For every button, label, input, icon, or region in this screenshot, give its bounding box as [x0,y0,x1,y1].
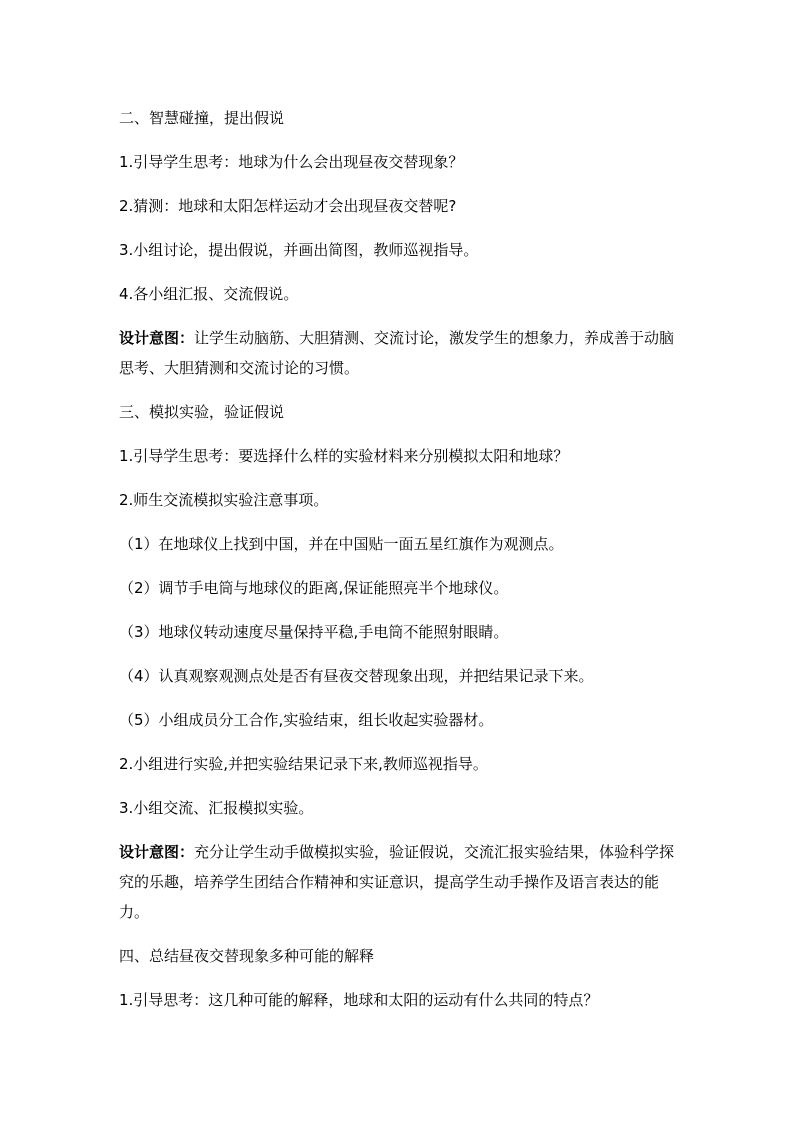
sub-list-item: （1）在地球仪上找到中国，并在中国贴一面五星红旗作为观测点。 [119,535,564,553]
list-item: 1.引导学生思考：地球为什么会出现昼夜交替现象？ [119,153,464,171]
design-intent-text: 让学生动脑筋、大胆猜测、交流讨论，激发学生的想象力，养成善于动脑思考、大胆猜测和交流讨论的习惯。 [119,329,675,377]
list-item: 2.小组进行实验,并把实验结果记录下来,教师巡视指导。 [119,755,488,773]
list-item: 4.各小组汇报、交流假说。 [119,285,299,303]
design-intent-label: 设计意图： [119,843,195,861]
list-item: 1.引导思考：这几种可能的解释，地球和太阳的运动有什么共同的特点？ [119,991,599,1009]
list-item: 2.猜测：地球和太阳怎样运动才会出现昼夜交替呢? [119,197,457,215]
design-intent-paragraph [119,837,675,927]
list-item: 2.师生交流模拟实验注意事项。 [119,491,329,509]
section-heading-4: 四、总结昼夜交替现象多种可能的解释 [119,947,375,965]
design-intent-text: 充分让学生动手做模拟实验，验证假说，交流汇报实验结果，体验科学探究的乐趣，培养学生团结合作精神和实证意识，提高学生动手操作及语言表达的能力。 [119,843,675,921]
section-heading-2: 二、智慧碰撞，提出假说 [119,109,285,127]
design-intent-paragraph [119,323,675,383]
sub-list-item: （4）认真观察观测点处是否有昼夜交替现象出现，并把结果记录下来。 [119,667,594,685]
section-heading-3: 三、模拟实验，验证假说 [119,403,285,421]
document-body [119,103,675,1029]
sub-list-item: （2）调节手电筒与地球仪的距离,保证能照亮半个地球仪。 [119,579,509,597]
design-intent-label: 设计意图： [119,329,195,347]
sub-list-item: （5）小组成员分工合作,实验结束，组长收起实验器材。 [119,711,494,729]
list-item: 3.小组交流、汇报模拟实验。 [119,799,314,817]
list-item: 3.小组讨论，提出假说，并画出简图，教师巡视指导。 [119,241,479,259]
sub-list-item: （3）地球仪转动速度尽量保持平稳,手电筒不能照射眼睛。 [119,623,509,641]
list-item: 1.引导学生思考：要选择什么样的实验材料来分别模拟太阳和地球？ [119,447,569,465]
